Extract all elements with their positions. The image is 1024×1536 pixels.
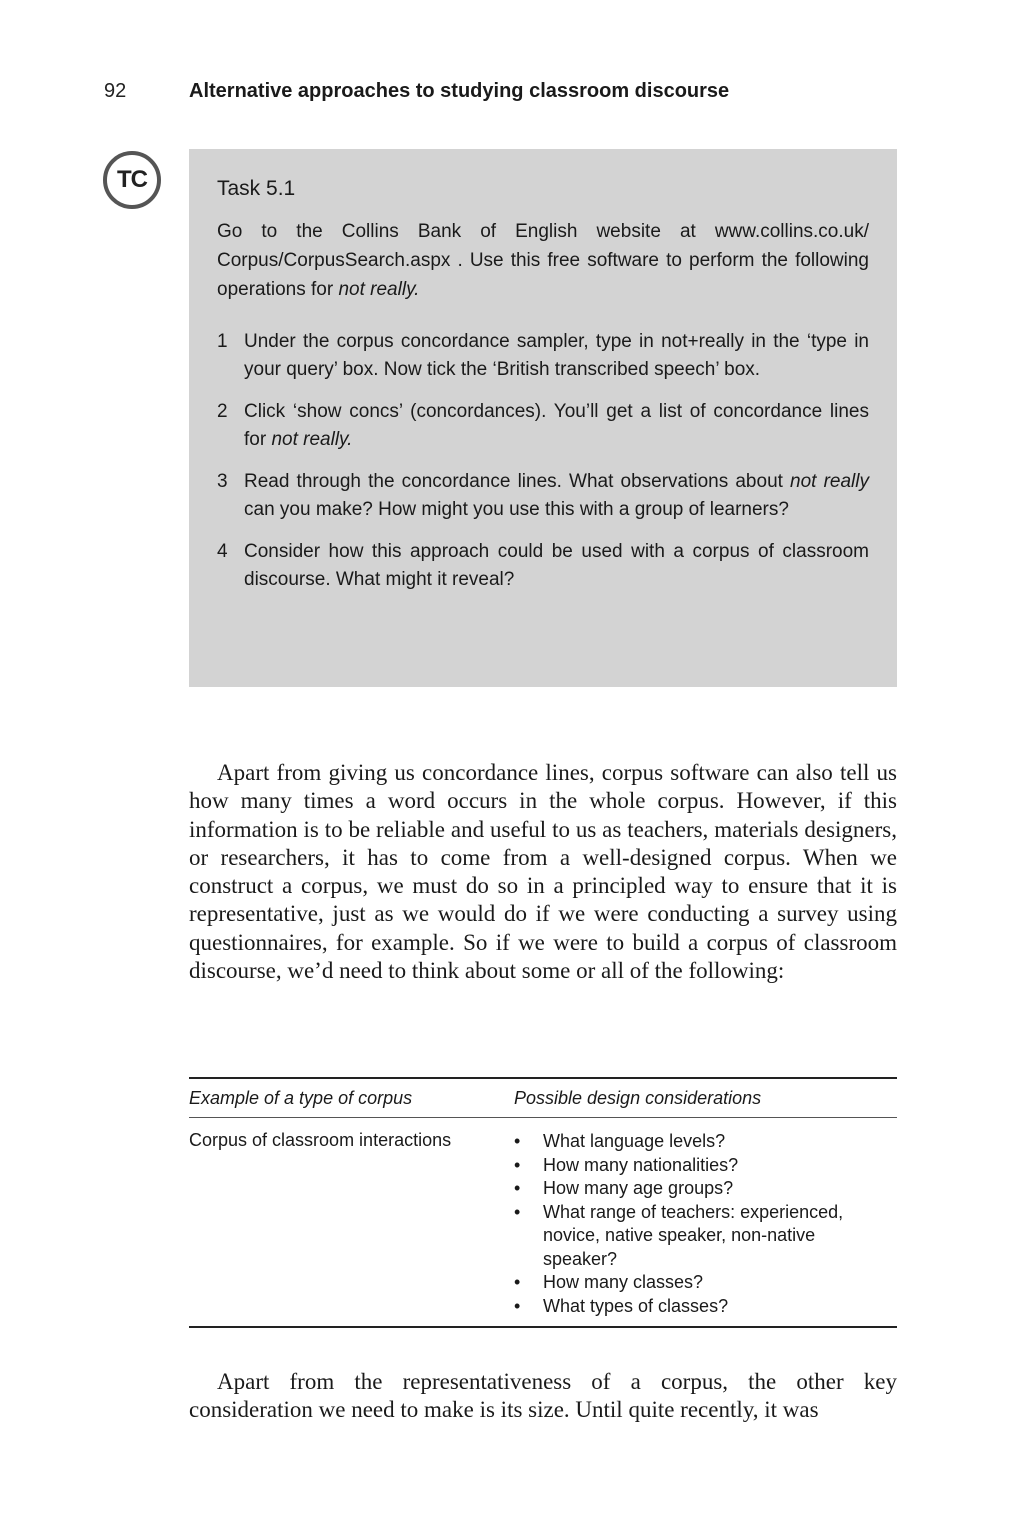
task-list [217, 328, 869, 594]
task-item-text [244, 398, 869, 454]
bullet-icon: • [514, 1201, 521, 1222]
task-item [217, 398, 869, 454]
task-item-number: 3 [217, 471, 228, 492]
bullet-text: What types of classes? [543, 1295, 729, 1316]
table-cell-example: Corpus of classroom interactions [189, 1130, 452, 1150]
design-considerations-table [189, 1077, 897, 1328]
bullet-icon: • [514, 1295, 521, 1316]
task-item-number: 2 [217, 401, 228, 422]
running-title: Alternative approaches to studying classroom discourse [189, 80, 730, 102]
tc-badge-label: TC [117, 166, 147, 193]
task-box [189, 149, 897, 687]
task-intro-emphasis: not really. [338, 279, 420, 300]
table-header-row [189, 1079, 897, 1118]
list-item [514, 1177, 897, 1201]
task-item-segment: Consider how this approach could be used with a corpus of classroom discourse. What might it reveal? [244, 541, 869, 590]
task-item-number: 1 [217, 331, 228, 352]
task-item [217, 538, 869, 594]
table-row [189, 1118, 897, 1326]
table-header-example: Example of a type of corpus [189, 1088, 413, 1108]
bullet-icon: • [514, 1131, 521, 1151]
task-item-text [244, 468, 869, 524]
task-item-text [244, 538, 869, 594]
task-item-emphasis: not really [790, 471, 869, 492]
list-item [514, 1154, 897, 1178]
bullet-text: How many age groups? [543, 1178, 734, 1198]
bullet-text: What language levels? [543, 1131, 726, 1151]
table-body [189, 1118, 897, 1326]
bullet-text: What range of teachers: experienced, novice, native speaker, non-native speaker? [543, 1201, 844, 1269]
list-item [514, 1201, 897, 1272]
bullet-text: How many nationalities? [543, 1154, 739, 1175]
body-paragraph-1: Apart from giving us concordance lines, corpus software can also tell us how many times a word occurs in the whole corpus. However, if this information is to be reliable and useful to us as teachers, materials designers, or researchers, it has to come from a well-designed corpus. When we construct a corpus, we must do so in a principled way to ensure that it is representative, just as we would do if we were conducting a survey using questionnaires, for example. So if we were to build a corpus of classroom discourse, we’d need to think about some or all of the following: [189, 760, 897, 984]
task-item-segment: can you make? How might you use this with a group of learners? [244, 499, 789, 520]
bullet-text: How many classes? [543, 1272, 704, 1292]
task-item-segment: Under the corpus concordance sampler, type in not+really in the ‘type in your query’ box. Now tick the ‘British transcribed speech’ box. [244, 331, 869, 380]
page-number: 92 [104, 80, 127, 102]
body-paragraph-2: Apart from the representativeness of a corpus, the other key consideration we need to make is its size. Until quite recently, it was [189, 1369, 897, 1423]
task-intro-text: Go to the Collins Bank of English website at www.collins.co.uk/ Corpus/CorpusSearch.aspx . Use this free software to perform the following operations for [217, 221, 869, 300]
task-item [217, 468, 869, 524]
bullet-icon: • [514, 1272, 521, 1292]
task-item-segment: Read through the concordance lines. What observations about [244, 471, 791, 492]
list-item [514, 1271, 897, 1295]
task-item-number: 4 [217, 541, 228, 562]
task-intro [217, 217, 869, 304]
table-cell-considerations [514, 1130, 897, 1318]
table-header-considerations: Possible design considerations [514, 1088, 762, 1108]
task-title: Task 5.1 [217, 177, 296, 200]
considerations-list [514, 1130, 897, 1318]
list-item [514, 1295, 897, 1319]
list-item [514, 1130, 897, 1154]
task-item-emphasis: not really. [271, 429, 353, 450]
task-item-segment: Click ‘show concs’ (concordances). You’ll get a list of concordance lines for [244, 401, 869, 450]
task-item [217, 328, 869, 384]
tc-badge-icon [103, 151, 161, 209]
task-item-text [244, 328, 869, 384]
bullet-icon: • [514, 1154, 521, 1175]
bullet-icon: • [514, 1178, 521, 1198]
